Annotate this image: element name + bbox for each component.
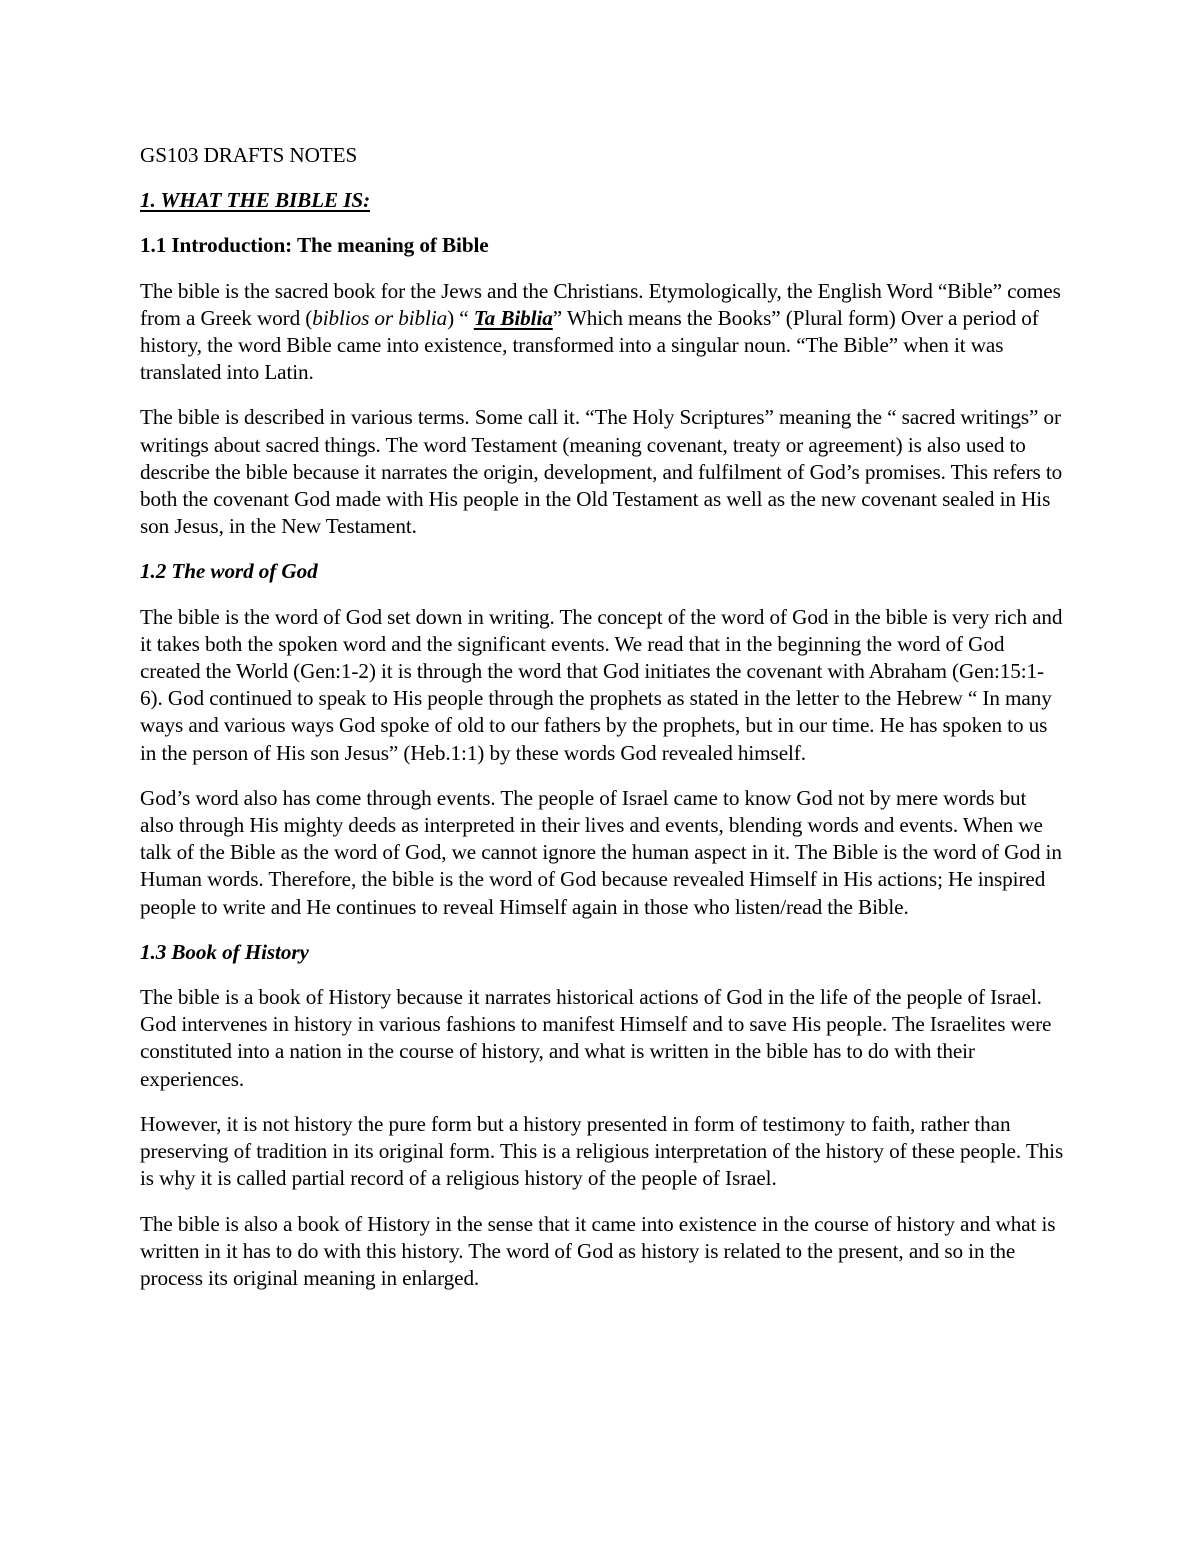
paragraph-history-2: However, it is not history the pure form but a history presented in form of testimony to faith, rather than preserving of tradition in its original form. This is a religious interpretation of the history of these people. This is why it is called partial record of a religious history of the people of Israel.: [140, 1111, 1064, 1191]
paragraph-intro-1: [140, 278, 1065, 387]
paragraph-intro-1-text-b: ) “: [447, 305, 474, 330]
paragraph-history-1: The bible is a book of History because it narrates historical actions of God in the life of the people of Israel. God intervenes in history in various fashions to manifest Himself and to save His people. The Israelites were constituted into a nation in the course of history, and what is written in the bible has to do with their experiences.: [140, 985, 1052, 1091]
document-body: [140, 142, 1065, 1310]
ta-biblia-term: Ta Biblia: [473, 305, 553, 330]
subsection-heading-introduction: 1.1 Introduction: The meaning of Bible: [140, 233, 489, 258]
paragraph-word-of-god-2: God’s word also has come through events. The people of Israel came to know God not by mere words but also through His mighty deeds as interpreted in their lives and events, blending words and events. When we talk of the Bible as the word of God, we cannot ignore the human aspect in it. The Bible is the word of God in Human words. Therefore, the bible is the word of God because revealed Himself in His actions; He inspired people to write and He continues to reveal Himself again in those who listen/read the Bible.: [140, 785, 1062, 919]
paragraph-word-of-god-1: The bible is the word of God set down in writing. The concept of the word of God in the bible is very rich and it takes both the spoken word and the significant events. We read that in the beginning the word of God created the World (Gen:1-2) it is through the word that God initiates the covenant with Abraham (Gen:15:1-6). God continued to speak to His people through the prophets as stated in the letter to the Hebrew “ In many ways and various ways God spoke of old to our fathers by the prophets, but in our time. He has spoken to us in the person of His son Jesus” (Heb.1:1) by these words God revealed himself.: [140, 604, 1063, 765]
document-title: GS103 DRAFTS NOTES: [140, 143, 358, 167]
paragraph-intro-1-text-a: The bible is the sacred book for the Jews and the Christians. Etymologically, the English Word “Bible” comes from a Greek word (: [140, 278, 1061, 330]
paragraph-intro-1-italic-term: biblios or biblia: [312, 305, 448, 330]
paragraph-intro-1-text-c: ” Which means the Books” (Plural form) Over a period of history, the word Bible came into existence, transformed into a singular noun. “The Bible” when it was translated into Latin.: [140, 305, 1039, 385]
section-heading-what-the-bible-is: 1. WHAT THE BIBLE IS:: [140, 188, 371, 213]
subsection-heading-book-of-history: 1.3 Book of History: [140, 939, 309, 964]
paragraph-intro-2: The bible is described in various terms. Some call it. “The Holy Scriptures” meaning the “ sacred writings” or writings about sacred things. The word Testament (meaning covenant, treaty or agreement) is also used to describe the bible because it narrates the origin, development, and fulfilment of God’s promises. This refers to both the covenant God made with His people in the Old Testament as well as the new covenant sealed in His son Jesus, in the New Testament.: [140, 405, 1063, 539]
subsection-heading-word-of-god: 1.2 The word of God: [140, 559, 318, 584]
paragraph-history-3: The bible is also a book of History in the sense that it came into existence in the course of history and what is written in it has to do with this history. The word of God as history is related to the present, and so in the process its original meaning in enlarged.: [140, 1211, 1056, 1290]
